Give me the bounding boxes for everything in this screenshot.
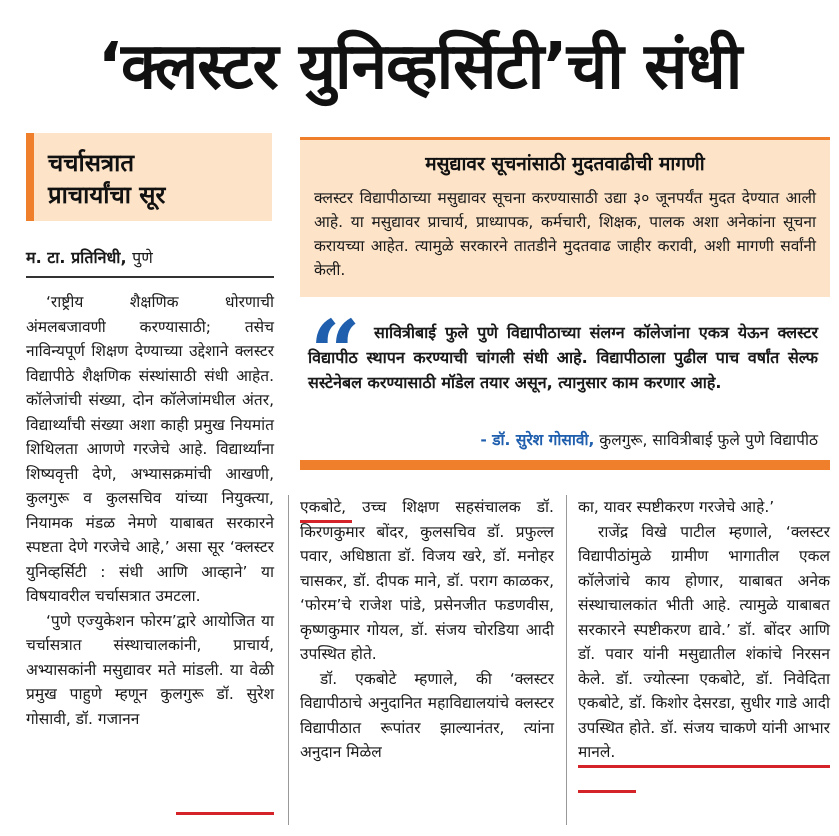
side-heading-line2: प्राचार्यांचा सूर	[48, 181, 166, 209]
notice-body: क्लस्टर विद्यापीठाच्या मसुद्यावर सूचना करण्यासाठी उद्या ३० जूनपर्यंत मुदत देण्यात आली आहे. या मसुद्यावर प्राचार्य, प्राध्यापक, कर्मचारी, शिक्षक, पालक अशा अनेकांना सूचना करायच्या आहेत. त्यामुळे सरकारने तातडीने मुदतवाढ जाहीर करावी, अशी मागणी सर्वांनी केली.	[314, 189, 816, 279]
byline	[26, 246, 153, 268]
notice-title: मसुद्यावर सूचनांसाठी मुदतवाढीची मागणी	[425, 153, 705, 175]
column1-paragraph-1: ‘राष्ट्रीय शैक्षणिक धोरणाची अंमलबजावणी करण्यासाठी; तसेच नाविन्यपूर्ण शिक्षण देण्याच्या उद्देशाने क्लस्टर विद्यापीठे शैक्षणिक संस्थांसाठी संधी आहेत. कॉलेजांची संख्या, दोन कॉलेजांमधील अंतर, विद्यार्थ्यांची संख्या अशा काही प्रमुख नियमांत शिथिलता आणणे गरजेचे आहे. विद्यार्थ्यांना शिष्यवृत्ती देणे, अभ्यासक्रमांची आखणी, कुलगुरू व कुलसचिव यांच्या नियुक्त्या, नियामक मंडळ नेमणे याबाबत सरकारने स्पष्टता देणे गरजेचे आहे,’ असा सूर ‘क्लस्टर युनिव्हर्सिटी : संधी आणि आव्हाने’ या विषयावरील चर्चासत्रात उमटला.	[26, 293, 274, 605]
headline: ‘क्लस्टर युनिव्हर्सिटी’ची संधी	[97, 30, 742, 104]
column2-paragraph-2: डॉ. एकबोटे म्हणाले, की ‘क्लस्टर विद्यापीठाचे अनुदानित महाविद्यालयांचे क्लस्टर विद्यापीठात रूपांतर झाल्यानंतर, त्यांना अनुदान मिळेल	[300, 669, 554, 761]
quote-attribution-name: - डॉ. सुरेश गोसावी,	[480, 431, 595, 449]
side-heading-line1: चर्चासत्रात	[48, 149, 135, 177]
red-underline-gajanan	[176, 812, 274, 815]
quote-attribution-role: कुलगुरू, सावित्रीबाई फुले पुणे विद्यापीठ	[599, 431, 818, 449]
column-divider-2	[566, 495, 567, 825]
byline-location: पुणे	[132, 248, 153, 267]
byline-author: म. टा. प्रतिनिधी,	[26, 248, 127, 267]
side-heading-box	[26, 133, 272, 221]
quote-text: सावित्रीबाई फुले पुणे विद्यापीठाच्या संलग्न कॉलेजांना एकत्र येऊन क्लस्टर विद्यापीठ स्थापन करण्याची चांगली संधी आहे. विद्यापीठाला पुढील पाच वर्षांत सेल्फ सस्टेनेबल करण्यासाठी मॉडेल तयार असून, त्यानुसार काम करणार आहे.	[308, 323, 818, 392]
article-column-1	[26, 290, 274, 731]
byline-rule	[26, 276, 274, 278]
red-underline-ekbote-2	[578, 790, 636, 793]
red-underline-ekbote	[300, 520, 352, 523]
notice-box	[300, 137, 830, 297]
article-column-3	[578, 495, 830, 765]
column-divider-1	[288, 495, 289, 825]
column1-paragraph-2: ‘पुणे एज्युकेशन फोरम’द्वारे आयोजित या चर्चासत्रात संस्थाचालकांनी, प्राचार्य, अभ्यासकांनी मसुद्यावर मते मांडली. या वेळी प्रमुख पाहुणे म्हणून कुलगुरू डॉ. सुरेश गोसावी, डॉ. गजानन	[26, 611, 274, 728]
red-underline-jyotsna-nivedita	[578, 765, 830, 768]
column3-paragraph-2: राजेंद्र विखे पाटील म्हणाले, ‘क्लस्टर विद्यापीठांमुळे ग्रामीण भागातील एकल कॉलेजांचे काय होणार, याबाबत अनेक संस्थाचालकांत भीती आहे. त्यामुळे याबाबत सरकारने स्पष्टीकरण द्यावे.’ डॉ. बोंदर आणि डॉ. पवार यांनी मसुद्यातील शंकांचे निरसन केले. डॉ. ज्योत्स्ना एकबोटे, डॉ. निवेदिता एकबोटे, डॉ. किशोर देसरडा, सुधीर गाडे आदी उपस्थित होते. डॉ. संजय चाकणे यांनी आभार मानले.	[578, 522, 830, 761]
orange-divider	[300, 460, 830, 470]
quote-mark-icon: “	[310, 300, 361, 404]
article-column-2	[300, 495, 554, 765]
quote-attribution	[480, 428, 818, 452]
column3-paragraph-1: का, यावर स्पष्टीकरण गरजेचे आहे.’	[578, 498, 775, 516]
column2-paragraph-1: एकबोटे, उच्च शिक्षण सहसंचालक डॉ. किरणकुमार बोंदर, कुलसचिव डॉ. प्रफुल्ल पवार, अधिष्ठाता डॉ. विजय खरे, डॉ. मनोहर चासकर, डॉ. दीपक माने, डॉ. पराग काळकर, ‘फोरम’चे राजेश पांडे, प्रसेनजीत फडणवीस, कृष्णकुमार गोयल, डॉ. संजय चोरडिया आदी उपस्थित होते.	[300, 498, 554, 663]
pull-quote	[300, 300, 830, 460]
